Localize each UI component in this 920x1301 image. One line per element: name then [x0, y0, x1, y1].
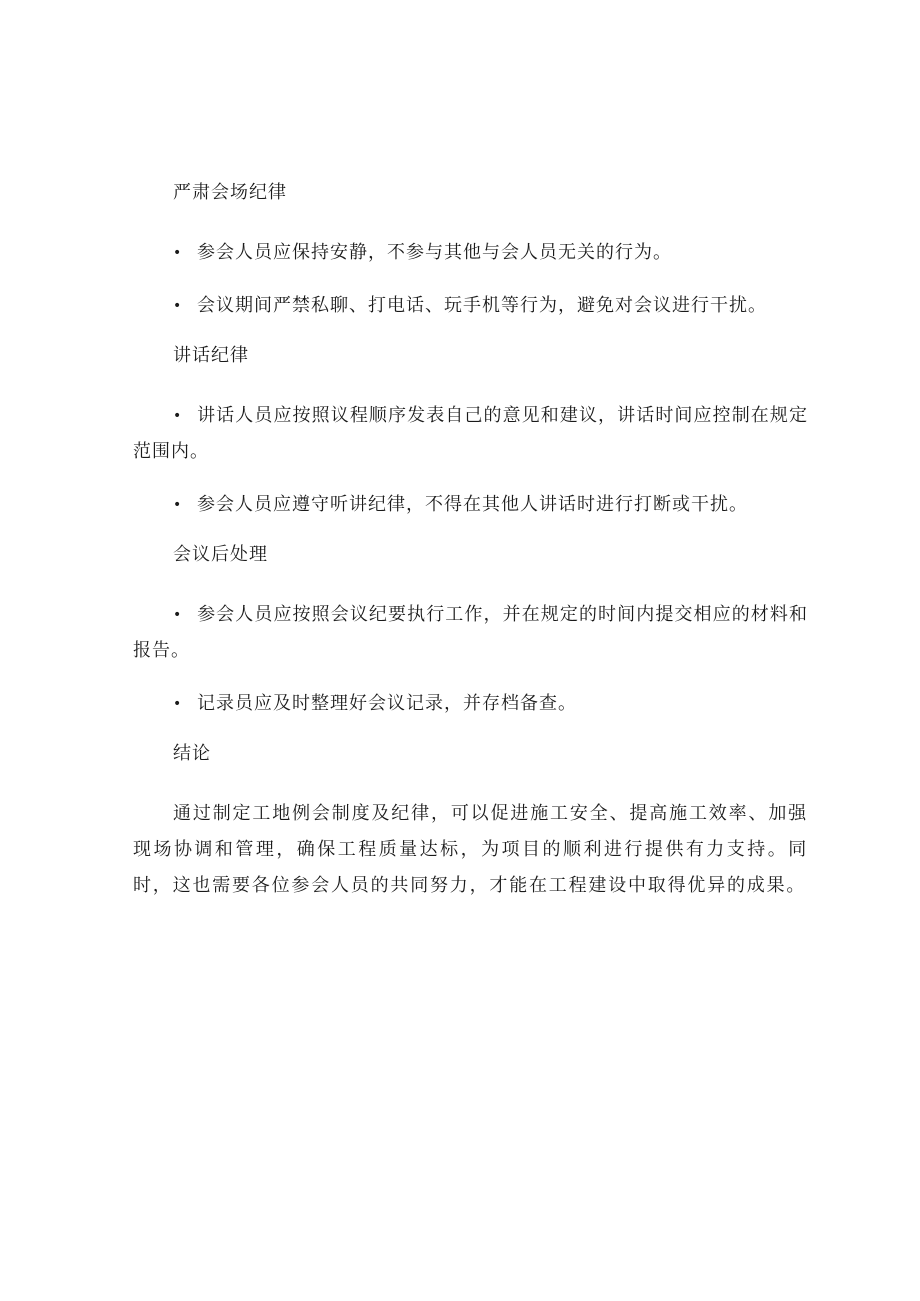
section-heading: 严肃会场纪律	[173, 182, 287, 203]
list-item	[133, 597, 808, 669]
list-item	[133, 398, 808, 470]
list-item	[133, 686, 808, 722]
bullet-icon: •	[173, 607, 183, 623]
list-item-text: 记录员应及时整理好会议记录，并存档备查。	[197, 693, 577, 714]
section-meeting-discipline	[133, 178, 808, 324]
list-item	[133, 288, 808, 324]
list-item-text: 参会人员应保持安静，不参与其他与会人员无关的行为。	[197, 242, 672, 263]
list-item	[133, 235, 808, 271]
section-heading: 会议后处理	[173, 544, 268, 565]
conclusion-paragraph: 通过制定工地例会制度及纪律，可以促进施工安全、提高施工效率、加强现场协调和管理，确保工程质量达标，为项目的顺利进行提供有力支持。同时，这也需要各位参会人员的共同努力，才能在工程建设中取得优异的成果。	[133, 803, 808, 896]
section-heading: 讲话纪律	[173, 345, 249, 366]
bullet-icon: •	[173, 696, 183, 712]
section-conclusion	[133, 739, 808, 904]
bullet-icon: •	[173, 298, 183, 314]
list-item-text: 会议期间严禁私聊、打电话、玩手机等行为，避免对会议进行干扰。	[197, 295, 767, 316]
conclusion-heading: 结论	[173, 743, 211, 764]
list-item-text: 讲话人员应按照议程顺序发表自己的意见和建议，讲话时间应控制在规定范围内。	[133, 405, 808, 462]
document-body	[133, 178, 808, 904]
list-item	[133, 487, 808, 523]
list-item-text: 参会人员应遵守听讲纪律，不得在其他人讲话时进行打断或干扰。	[197, 494, 748, 515]
list-item-text: 参会人员应按照会议纪要执行工作，并在规定的时间内提交相应的材料和报告。	[133, 604, 808, 661]
bullet-icon: •	[173, 408, 183, 424]
bullet-icon: •	[173, 497, 183, 513]
bullet-icon: •	[173, 245, 183, 261]
section-speaking-discipline	[133, 341, 808, 523]
section-post-meeting	[133, 540, 808, 722]
